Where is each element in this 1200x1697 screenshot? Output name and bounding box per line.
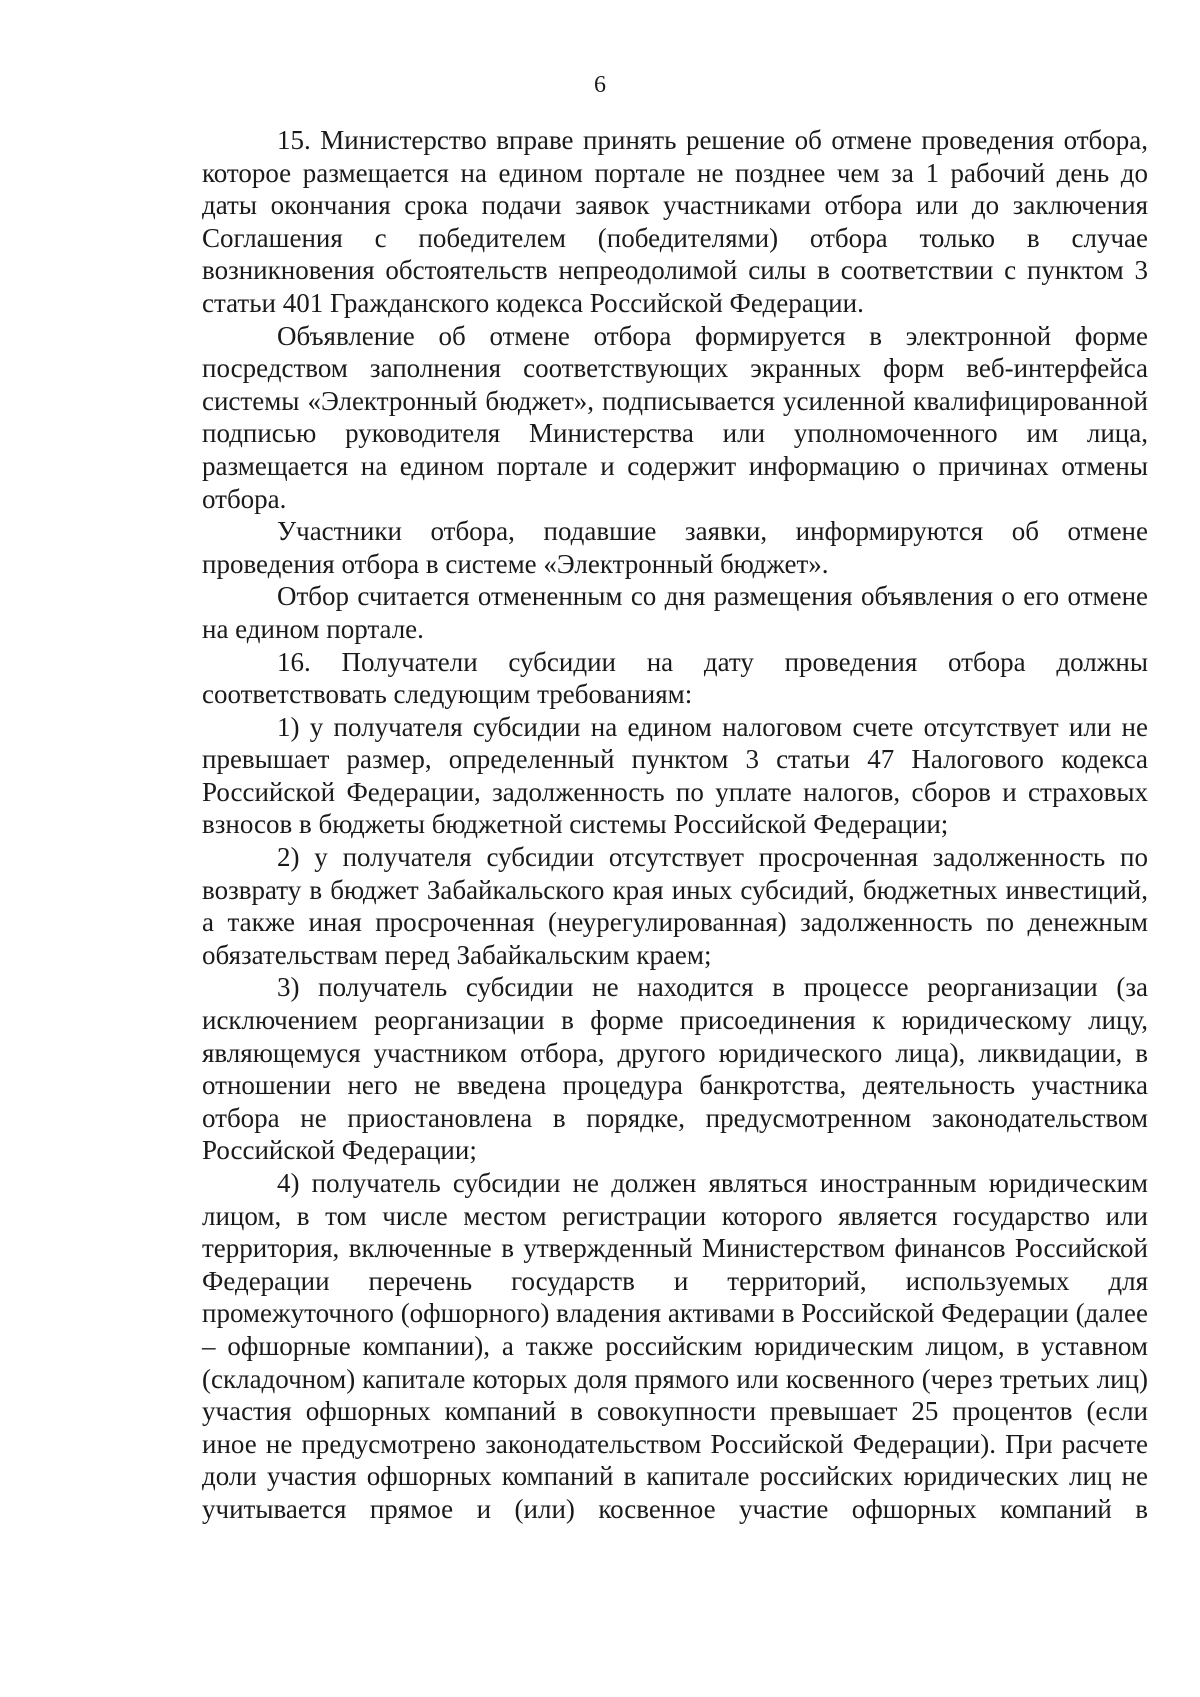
- paragraph-15-cancellation: 15. Министерство вправе принять решение об отмене проведения отбора, которое размещается на едином портале не позднее чем за 1 рабочий день до даты окончания срока подачи заявок участниками отбора или до заключения Соглашения с победителем (победителями) отбора только в случае возникновения обстоятельств непреодолимой силы в соответствии с пунктом 3 статьи 401 Гражданского кодекса Российской Федерации.: [202, 125, 1148, 318]
- page-number: 6: [594, 72, 606, 98]
- paragraph-cancellation-announcement: Объявление об отмене отбора формируется в электронной форме посредством заполнения соответствующих экранных форм веб-интерфейса системы «Электронный бюджет», подписывается усиленной квалифицированной подписью руководителя Министерства или уполномоченного им лица, размещается на едином портале и содержит информацию о причинах отмены отбора.: [202, 320, 1148, 514]
- document-body: [202, 124, 1148, 1526]
- list-item-requirement-3: 3) получатель субсидии не находится в процессе реорганизации (за исключением реорганизации в форме присоединения к юридическому лицу, являющемуся участником отбора, другого юридического лица), ликвидации, в отношении него не введена процедура банкротства, деятельность участника отбора не приостановлена в порядке, предусмотренном законодательством Российской Федерации;: [202, 972, 1148, 1166]
- list-item-requirement-2: 2) у получателя субсидии отсутствует просроченная задолженность по возврату в бюджет Забайкальского края иных субсидий, бюджетных инвестиций, а также иная просроченная (неурегулированная) задолженность по денежным обязательствам перед Забайкальским краем;: [202, 842, 1148, 970]
- paragraph-selection-cancelled: Отбор считается отмененным со дня размещения объявления о его отмене на едином портале.: [202, 581, 1148, 644]
- list-item-requirement-4: 4) получатель субсидии не должен являться иностранным юридическим лицом, в том числе местом регистрации которого является государство или территория, включенные в утвержденный Министерством финансов Российской Федерации перечень государств и территорий, используемых для промежуточного (офшорного) владения активами в Российской Федерации (далее – офшорные компании), а также российским юридическим лицом, в уставном (складочном) капитале которых доля прямого или косвенного (через третьих лиц) участия офшорных компаний в совокупности превышает 25 процентов (если иное не предусмотрено законодательством Российской Федерации). При расчете доли участия офшорных компаний в капитале российских юридических лиц не учитывается прямое и (или) косвенное участие офшорных компаний в: [202, 1168, 1148, 1524]
- paragraph-16-requirements: 16. Получатели субсидии на дату проведения отбора должны соответствовать следующим требованиям:: [202, 646, 1148, 710]
- list-item-requirement-1: 1) у получателя субсидии на едином налоговом счете отсутствует или не превышает размер, определенный пунктом 3 статьи 47 Налогового кодекса Российской Федерации, задолженность по уплате налогов, сборов и страховых взносов в бюджеты бюджетной системы Российской Федерации;: [202, 711, 1148, 840]
- paragraph-participants-informed: Участники отбора, подавшие заявки, информируются об отмене проведения отбора в системе «Электронный бюджет».: [202, 516, 1148, 579]
